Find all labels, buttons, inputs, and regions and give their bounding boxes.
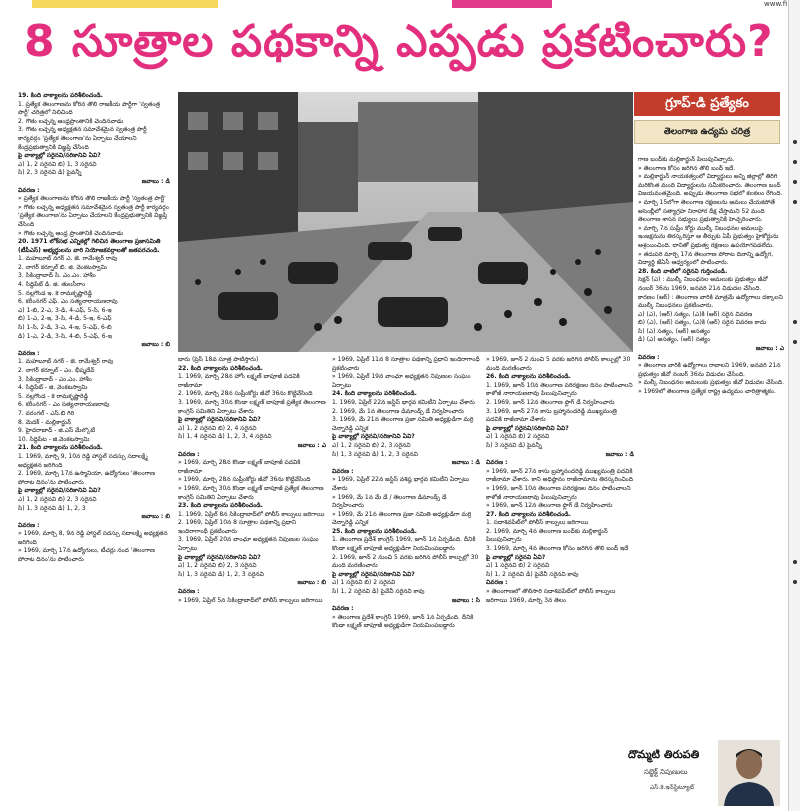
article-line: » 1969, జూన్‌ 12న తెలంగాణ ఫ్లాగ్‌ డే నిర్వహించారు <box>486 502 613 510</box>
article-line: 1. 1969, మార్చి 9, 10న రెడ్డి హాస్టల్‌ సదస్సు సదాలక్ష్మి అధ్యక్షతన జరిగింది <box>18 452 148 469</box>
article-line: పై వాక్యాల్లో సరైనవి/సరికానివి ఏవి? <box>178 553 261 561</box>
article-line: » తెలంగాణ ప్రదేశ్‌ కాంగ్రెస్‌ 1969, జూన్‌ 1న ఏర్పడింది. దీనికి కొండా లక్ష్మణ్‌ బాపూజీ అధ్యక్షుడిగా నియమింపబడ్డారు <box>332 613 474 630</box>
article-line: వివరణ : <box>18 186 40 194</box>
article-line: 2. నాగర్ కర్నూల్‌ బి. జి. వెంకటస్వామి <box>18 263 107 271</box>
page-title: 8 సూత్రాల పథకాన్ని ఎప్పడు ప్రకటించారు? <box>24 16 774 67</box>
article-line: 20. 1971 లోక్‌సభ ఎన్నికల్లో గెలిచిన తెలంగాణ ప్రజాసమితి (టీపీఎస్‌) అభ్యర్థులను వారి నియోజకవర్గాలతో జతపరచండి. <box>18 238 161 254</box>
article-line: » తెలంగాణ కోసం జరిగిన తొలి బంద్‌ ఇదే. <box>638 164 736 172</box>
article-line: వివరణ : <box>486 579 508 587</box>
article-line: 5. నల్లగొండ ఇ. కె రామకృష్ణారెడ్డి <box>18 289 92 297</box>
article-line: వివరణ : <box>638 353 660 361</box>
article-line: » 1969, మే 21న తెలంగాణ ప్రజా సమితి అధ్యక్షుడిగా మర్రి చెన్నారెడ్డి ఎన్నిక <box>332 510 472 527</box>
article-line: » 1969, ఏప్రిల్‌ 5న సికింద్రాబాద్‌లో పోలీస్‌ కాల్పులు జరిగాయి <box>178 596 323 604</box>
article-line: జవాబు : డి <box>451 459 480 467</box>
article-line: సి) 3 సరైనవి డి) పైవన్నీ <box>486 441 542 449</box>
article-line: 1. మహబూబ్‌ నగర్‌ - జె. రామేశ్వర్‌ రావు <box>18 358 114 366</box>
avatar-icon <box>718 740 780 806</box>
article-line: 1. మహబూబ్‌ నగర్‌ ఎ. జె. రామేశ్వర్‌ రావు <box>18 255 118 263</box>
article-line: 1. 1969, ఏప్రిల్‌ 22న జస్టిస్‌ భార్గవ కమిటీని ఏర్పాటు చేశారు <box>332 398 475 406</box>
article-line: వివరణ : <box>178 588 200 596</box>
article-line: జవాబు : ఎ <box>297 441 326 449</box>
article-column-3 <box>332 356 480 804</box>
article-line: ఎ) 1 సరైనవి బి) 2 సరైనవి <box>486 562 550 570</box>
article-line: » 1969, జూన్‌ 2 నుంచి 5 వరకు జరిగిన పోలీస్‌ కాల్పుల్లో 30 మంది మరణించారు <box>486 356 631 372</box>
bullet-icon <box>793 320 797 324</box>
article-line: » 1969, మార్చి 30న కొండా లక్ష్మణ్‌ బాపూజీ ప్రత్యేక తెలంగాణ కాంగ్రెస్‌ సమితిని ఏర్పాటు చేశారు <box>178 484 324 501</box>
article-column-5 <box>638 156 784 736</box>
article-line: 3. 1969, ఏప్రిల్‌ 20న వాంఛూ అధ్యక్షతన నిపుణుల సంఘం ఏర్పాటు <box>178 536 319 553</box>
article-line: » 1969, మార్చి 17న ఉద్యోగులు, టీచర్లు నంద 'తెలంగాణ పోరాట దినం'ను పాటించారు <box>18 547 155 564</box>
article-line: 2. గౌతు లచ్చన్న ఆంధ్రప్రాంతానికి చెందినవాడు <box>18 117 124 125</box>
article-line: సి) 1-సి, 2-డి, 3-ఎ, 4-ఇ, 5-ఎఫ్‌, 6-బి <box>18 324 112 332</box>
group-title: గ్రూప్‌-డి ప్రత్యేకం <box>634 92 780 116</box>
article-line: » మల్కీ నిబంధనల అమలుకు ప్రభుత్వం జీవో విడుదల చేసింది. <box>638 379 784 387</box>
site-url: www.fi <box>764 0 788 8</box>
article-line: 1. సదాశివపేట్‌లో పోలీస్‌ కాల్పులు జరిగాయి <box>486 519 589 527</box>
article-line: సెక్షన్‌ (ఎ) : ముల్కీ నిబంధనల అమలుకు ప్రభుత్వం జీవో నంబర్‌ 36ను 1969, జనవరి 21న విడుదల చేసింది. <box>638 276 768 292</box>
article-line: 3. సికింద్రాబాద్‌ సి. ఎం.ఎం. హాశీం <box>18 272 96 280</box>
article-line: సి) 1, 2 సరైనవి డి) పైవేవీ సరైనవి కావు <box>486 570 579 578</box>
article-line: » మార్చి 15లోగా తెలంగాణ రక్షణలను అమలు చేయకపోతే అసెంబ్లీలో సత్యాగ్రహ నిరాహార దీక్ష చేస్తామని 52 మంది తెలంగాణ శాసన సభ్యులు ప్రభుత్వానికి హెచ్చరించారు. <box>638 198 775 224</box>
bullet-icon <box>793 140 797 144</box>
article-line: 2. 1969, జూన్‌ 12న తెలంగాణ ఫ్లాగ్‌ డే నిర్వహించారు <box>486 398 615 406</box>
article-line: » తెలంగాణలో తొలిసారి సదాశివపేట్‌లో పోలీస్‌ కాల్పులు జరిగాయి 1969, మార్చి 3న తెలం <box>486 588 616 604</box>
article-line: 1. తెలంగాణ ప్రదేశ్‌ కాంగ్రెస్‌ 1969, జూన్‌ 1న ఏర్పడింది. దీనికి కొండా లక్ష్మణ్‌ బాపూజీ అధ్యక్షుడిగా నియమింపబడ్డారు <box>332 536 476 553</box>
article-line: 25. కింది వాక్యాలను పరిశీలించండి. <box>332 527 417 535</box>
article-line: జవాబు : బి <box>297 579 326 587</box>
article-line: ఎ) 1 సరైనవి బి) 2 సరైనవి <box>486 433 550 441</box>
article-line: వివరణ : <box>486 459 508 467</box>
article-line: 1. 1969, మార్చి 28న హోం లక్ష్మణ్‌ బాపూజీ పదవికి రాజీనామా <box>178 373 300 389</box>
article-line: » తదుపరి మార్చి 17న తెలంగాణ పోరాట దినాన్ని ఉద్యోగ, విద్యార్థి జేఏసీ ఆధ్వర్యంలో పాటించారు. <box>638 250 774 267</box>
article-line: బి) (ఎ), (ఆర్‌) సత్యం, (ఎ)కి (ఆర్‌) సరైన వివరణ కాదు <box>638 319 767 327</box>
article-line: » తెలంగాణ వారికి ఉద్యోగాలు రావాలని 1969, జనవరి 21న ప్రభుత్వం జీవో నంబర్‌ 36ను విడుదల చేసింది. <box>638 362 781 378</box>
article-line: ఎ) (ఎ), (ఆర్‌) సత్యం, (ఎ)కి (ఆర్‌) సరైన వివరణ <box>638 310 753 318</box>
article-line: 19. కింది వాక్యాలను పరిశీలించండి. <box>18 92 103 99</box>
historical-street-photo <box>178 92 633 352</box>
bullet-icon <box>793 580 797 584</box>
article-line: ఎ) 1, 2 సరైనవి బి) 2, 3 సరైనవి <box>18 495 97 503</box>
article-line: 5. నల్లగొండ - కె రామకృష్ణారెడ్డి <box>18 392 89 400</box>
article-line: ఎ) 1, 2 సరైనవి బి) 1, 3 సరైనవి <box>18 160 97 168</box>
article-line: పై వాక్యాల్లో సరైనవి/సరికానివి ఏవి? <box>332 433 415 441</box>
article-line: పై వాక్యాల్లో సరైనవి ఏవి? <box>486 553 546 561</box>
article-line: ఎ) 1, 2 సరైనవి బి) 2, 3 సరైనవి <box>332 441 411 449</box>
article-line: 2. 1969, మార్చి 17న ఉస్మానియా, ఉద్యోగులు 'తెలంగాణ పోరాట దినం'ను పాటించారు <box>18 470 156 486</box>
article-line: వివరణ : <box>178 450 200 458</box>
article-line: » గౌతు లచ్చన్న ఆంధ్ర ప్రాంతానికి చెందినవాడు <box>18 229 124 237</box>
article-line: 28. కింది వాటిలో సరైనవి గుర్తించండి. <box>638 267 728 275</box>
article-line: » 1969, జూన్‌ 10న తెలంగాణ పరిరక్షణల దినం పాటించాలని కాళోజీ నారాయణరావు పిలుపునిచ్చారు <box>486 484 631 501</box>
article-line: » 1969, ఏప్రిల్‌ 11న 8 సూత్రాల పథకాన్ని ప్రధాని ఇందిరాగాంధీ ప్రకటించారు <box>332 356 480 372</box>
article-line: పై వాక్యాల్లో సరైనవి/సరికానివి ఏవి? <box>18 487 101 495</box>
group-d-special-banner <box>634 92 780 150</box>
article-line: 10. సిద్దిపేట - జి.వెంకటస్వామి <box>18 435 90 443</box>
article-line: జవాబు : బి <box>141 341 170 349</box>
article-line: 3. 1969, మే 21న తెలంగాణ ప్రజా సమితి అధ్యక్షుడిగా మర్రి చెన్నారెడ్డి ఎన్నిక <box>332 416 474 432</box>
group-subtitle: తెలంగాణ ఉద్యమ చరిత్ర <box>634 120 780 144</box>
author-role: సబ్జెక్ట్‌ నిపుణులు <box>644 768 688 776</box>
article-line: » 1969, జూన్‌ 27న కాసు బ్రహ్మానందరెడ్డి ముఖ్యమంత్రి పదవికి రాజీనామా చేశారు. కాని అధిష్ఠానం రాజీనామాను తిరస్కరించింది <box>486 467 633 484</box>
author-photo <box>718 740 780 806</box>
top-bar <box>0 0 800 14</box>
article-line: జవాబు : ఎ <box>755 345 784 353</box>
article-line: » 1969లో తెలంగాణ ప్రత్యేక రాష్ట్ర ఉద్యమం చారిత్రాత్మకం. <box>638 388 776 396</box>
article-line: ఎ) 1 సరైనవి బి) 2 సరైనవి <box>332 579 396 587</box>
article-line: సి) 1, 3 సరైనవి డి) 1, 2, 3 <box>18 504 86 512</box>
article-line: » గౌతు లచ్చన్న అధ్యక్షతన సమావేశమైన స్వతంత్ర పార్టీ కార్యవర్గం 'ప్రత్యేక తెలంగాణ'ను ఏర్పాటు చేయాలని కేంద్రప్రభుత్వానికి విజ్ఞప్తి చేసింది <box>18 203 169 228</box>
article-line: ఎ) 1, 2 సరైనవి బి) 2, 3 సరైనవి <box>178 562 257 570</box>
bullet-icon <box>793 160 797 164</box>
bullet-icon <box>793 180 797 184</box>
brand-strip <box>452 0 552 8</box>
adjacent-page-edge <box>788 0 800 811</box>
article-line: 8. మెదక్‌ - మల్లికార్జున్‌ <box>18 418 72 426</box>
article-line: » మల్లికార్జున్‌ నాయకత్వంలో విద్యార్థులు అన్ని జిల్లాల్లో తిరిగి మరికొంత మంది విద్యార్థులను సమీకరించారు. తెలంగాణ బంద్‌ విజయవంతమైంది. అప్పుడు తెలంగాణ సభలో కలకలం రేగింది. <box>638 173 783 198</box>
bullet-icon <box>793 560 797 564</box>
author-name: దొమ్మటి తిరుపతి <box>628 748 700 761</box>
article-line: 1. 1969, ఏప్రిల్‌ 8న సికింద్రాబాద్‌లో పోలీస్‌ కాల్పులు జరిగాయి <box>178 510 325 518</box>
article-column-4 <box>486 356 634 804</box>
article-line: 4. సిద్దిపేట్‌ - జి. వెంకటస్వామి <box>18 384 88 392</box>
article-line: సి) (ఎ) సత్యం, (ఆర్‌) అసత్యం <box>638 327 710 335</box>
article-line: డి) 1-ఎ, 2-డి, 3-సి, 4-బి, 5-ఎఫ్‌, 6-ఇ <box>18 332 112 340</box>
article-line: ఎ) 1, 2 సరైనవి బి) 2, 4 సరైనవి <box>178 424 257 432</box>
article-line: 26. కింది వాక్యాలను పరిశీలించండి. <box>486 373 571 381</box>
article-line: 6. కరీంనగర్‌ - ఎం సత్యనారాయణరావు <box>18 401 110 409</box>
crowd-street-image <box>178 92 633 352</box>
article-line: 1. 1969, జూన్‌ 10న తెలంగాణ పరిరక్షణల దినం పాటించాలని కాళోజీ నారాయణరావు పిలుపునిచ్చారు <box>486 381 633 398</box>
article-line: » ప్రత్యేక తెలంగాణను కోరిన తొలి రాజకీయ పార్టీ 'స్వతంత్ర పార్టీ' <box>18 195 166 203</box>
article-line: పై వాక్యాల్లో సరైనవి/సరికానివి ఏవి? <box>486 424 569 432</box>
article-line: వివరణ : <box>18 349 40 357</box>
article-line: 2. నాగర్ కర్నూల్‌ - ఎం. భీష్మదేవ్‌ <box>18 367 95 374</box>
article-line: జవాబు : డి <box>141 177 170 185</box>
article-line: 4. సిద్దిపేట్‌ డి. జి. తులసీరాం <box>18 281 86 289</box>
article-line: 21. కింది వాక్యాలను పరిశీలించండి. <box>18 444 103 452</box>
article-line: సి) 2, 3 సరైనవి డి) పైవన్నీ <box>18 169 82 177</box>
article-line: » 1969, ఏప్రిల్‌ 19న వాంఛూ అధ్యక్షతన నిపుణుల సంఘం ఏర్పాటు <box>332 373 471 389</box>
article-line: పై వాక్యాల్లో సరైనవి/సరికానివి ఏవి? <box>18 152 101 160</box>
author-institute: ఎస్‌.కె.ఇన్‌స్టిట్యూట్‌ <box>650 784 695 791</box>
article-line: 1. ప్రత్యేక తెలంగాణను కోరిన తొలి రాజకీయ పార్టీగా 'స్వతంత్ర పార్టీ' చరిత్రలో నిలిచింది <box>18 100 161 117</box>
article-line: 2. 1969, ఏప్రిల్‌ 10న 8 సూత్రాల పథకాన్ని ప్రధాని ఇందిరాగాంధీ ప్రకటించారు <box>178 519 297 535</box>
article-line: డి) (ఎ) అసత్యం, (ఆర్‌) సత్యం <box>638 336 711 344</box>
article-line: 6. కరీంనగర్‌ ఎఫ్‌. ఎం సత్యనారాయణరావు <box>18 298 118 306</box>
article-line: గాణ బంద్‌కు మల్లికార్జున్‌ పిలుపునిచ్చారు. <box>638 156 735 163</box>
bullet-icon <box>793 200 797 204</box>
article-line: వివరణ : <box>332 605 354 613</box>
article-line: జవాబు : బి <box>141 513 170 521</box>
article-line: » 1969, మే 1న మే డే / తెలంగాణ డిమాండ్స్‌ డే నిర్వహించారు <box>332 493 447 510</box>
article-line: సి) 1, 2 సరైనవి డి) పైవేవీ సరైనవి కావు <box>332 588 425 596</box>
article-column-1 <box>18 92 170 804</box>
article-line: 24. కింది వాక్యాలను పరిశీలించండి. <box>332 390 417 398</box>
author-box <box>620 740 780 806</box>
article-line: 27. కింది వాక్యాలను పరిశీలించండి. <box>486 510 571 518</box>
article-line: జవాబు : సి <box>451 596 480 604</box>
article-line: 2. 1969, జూన్‌ 2 నుంచి 5 వరకు జరిగిన పోలీస్‌ కాల్పుల్లో 30 మంది మరణించారు <box>332 553 479 570</box>
article-line: » 1969, ఏప్రిల్‌ 22న జస్టిస్‌ వశిష్ఠ భార్గవ కమిటీని ఏర్పాటు చేశారు <box>332 476 470 492</box>
article-line: » 1969, మార్చి 28న సుప్రీంకోర్టు జీవో 36ను కొట్టివేసింది <box>178 476 311 484</box>
article-line: జవాబు : డి <box>605 450 634 458</box>
article-line: వివరణ : <box>18 521 40 529</box>
article-line: కారణం (ఆర్‌) : తెలంగాణ వారికి మాత్రమే ఉద్యోగాలు దక్కాలని ముల్కీ నిబంధనలు ప్రకటించారు. <box>638 293 783 310</box>
article-line: బి) 1-ఎ, 2-ఇ, 3-సి, 4-డి, 5-ఇ, 6-ఎఫ్‌ <box>18 315 112 323</box>
article-line: 2. 1969, మే 1న తెలంగాణ డిమాండ్స్‌ డే నిర్వహించారు <box>332 407 464 415</box>
article-line: » 1969, మార్చి 28న కొండా లక్ష్మణ్‌ బాపూజీ పదవికి రాజీనామా <box>178 459 301 475</box>
article-line: » 1969, మార్చి 8, 9న రెడ్డి హాస్టల్‌ సదస్సు సదాలక్ష్మి అధ్యక్షతన జరిగింది <box>18 530 168 546</box>
article-line: 3. సికింద్రాబాద్‌ - ఎం.ఎం. హాశీం <box>18 375 92 383</box>
article-line: 3. 1969, మార్చి 4న తెలంగాణ కోసం జరిగిన తొలి బంద్‌ ఇదే <box>486 545 629 553</box>
article-line: సి) 1, 3 సరైనవి డి) 1, 2, 3 సరైనవి <box>332 450 418 458</box>
article-line: 7. వరంగల్‌ - ఎస్‌.బి గిరి <box>18 409 75 417</box>
article-line: 3. 1969, మార్చి 30న కొండా లక్ష్మణ్‌ బాపూజీ ప్రత్యేక తెలంగాణ కాంగ్రెస్‌ సమితిని ఏర్పాటు చేశారు <box>178 398 326 415</box>
article-line: సి) 1, 3 సరైనవి డి) 1, 2, 3 సరైనవి <box>178 570 264 578</box>
article-line: 22. కింది వాక్యాలను పరిశీలించండి. <box>178 364 263 372</box>
article-line: ఎ) 1-బి, 2-ఎ, 3-డి, 4-ఎఫ్‌, 5-సి, 6-ఇ <box>18 306 112 314</box>
article-line: 9. హైదరాబాద్‌ - జి.ఎస్‌ మేల్కొటే <box>18 427 96 435</box>
article-line: బారు (ప్రెస్‌ 18వ సూత్ర పాటిస్తారు) <box>178 356 259 363</box>
article-line: సి) 1, 4 సరైనవి డి) 1, 2, 3, 4 సరైనవి <box>178 433 272 441</box>
article-line: 3. గౌతు లచ్చన్న అధ్యక్షతన సమావేశమైన స్వతంత్ర పార్టీ కార్యవర్గం 'ప్రత్యేక తెలంగాణ'ను ఏర్పాటు చేయాలని కేంద్రప్రభుత్వానికి విజ్ఞప్తి చేసింది <box>18 126 147 151</box>
article-line: వివరణ : <box>332 467 354 475</box>
article-line: 23. కింది వాక్యాలను పరిశీలించండి. <box>178 502 263 510</box>
bullet-icon <box>793 340 797 344</box>
article-line: పై వాక్యాల్లో సరైనవి/సరికానివి ఏవి? <box>178 416 261 424</box>
masthead-strip <box>32 0 218 8</box>
article-column-2 <box>178 356 326 804</box>
article-line: 3. 1969, జూన్‌ 27న కాసు బ్రహ్మానందరెడ్డి ముఖ్యమంత్రి పదవికి రాజీనామా చేశారు <box>486 407 617 424</box>
article-line: 2. 1969, మార్చి 28న సుప్రీంకోర్టు జీవో 36ను కొట్టివేసింది <box>178 390 313 398</box>
article-line: పై వాక్యాల్లో సరైనవి/సరికానివి ఏవి? <box>332 570 415 578</box>
article-line: 2. 1969, మార్చి 4న తెలంగాణ బంద్‌కు మల్లికార్జున్‌ పిలుపునిచ్చారు <box>486 527 608 544</box>
article-line: » మార్చి 7న సుప్రీం కోర్టు ముల్కీ నిబంధనల అమలుపై ఇంజక్షనును తిరస్కరిస్తూ ఆ తీర్పుకు ఏపీ ప్రభుత్వం హైకోర్టును ఆశ్రయించింది. దానితో ప్రభుత్వ రక్షణలు ఉపయోగపడలేదు. <box>638 224 779 249</box>
